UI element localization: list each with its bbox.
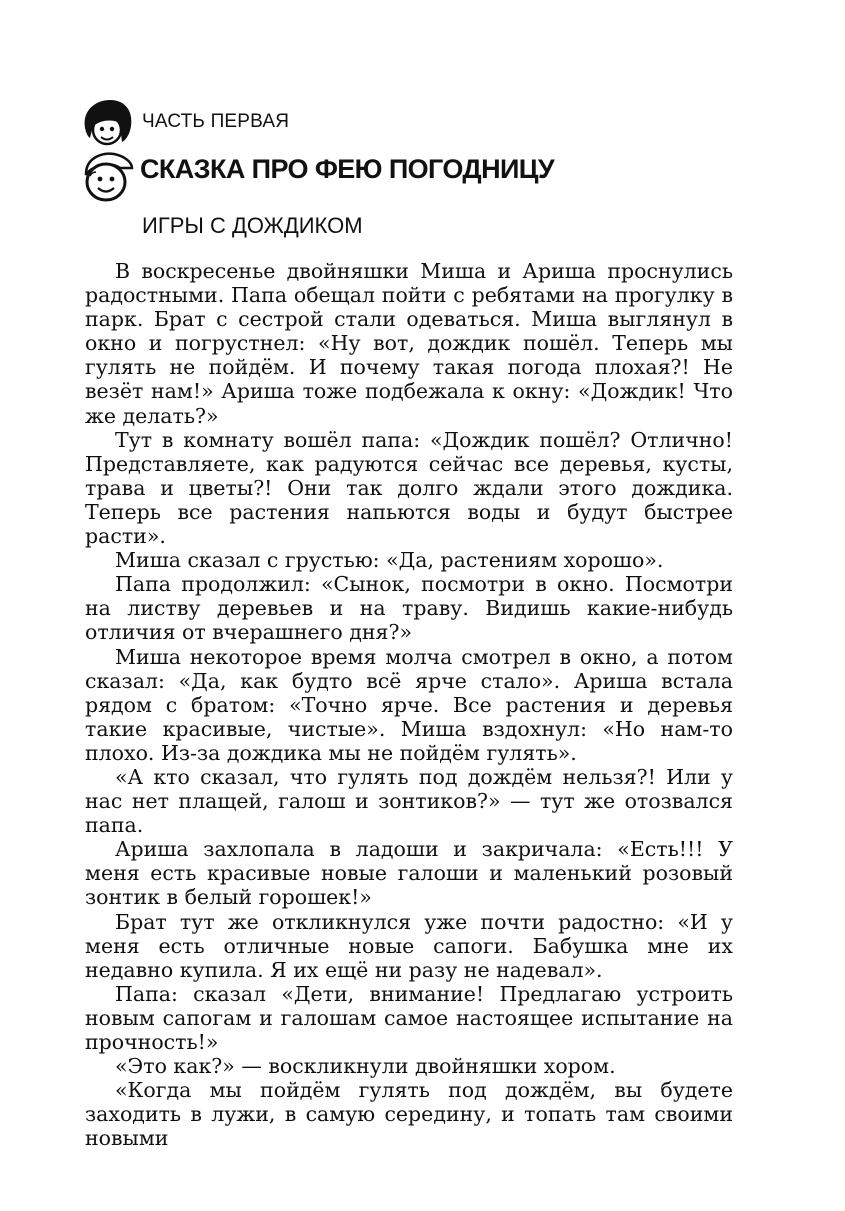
paragraph: В воскресенье двойняшки Миша и Ариша проснулись радостными. Папа обещал пойти с ребятами на прогулку в парк. Брат с сестрой стали одеваться. Миша выглянул в окно и погрустнел: «Ну вот, дождик пошёл. Теперь мы гулять не пойдём. И почему такая погода плохая?! Не везёт нам!» Ариша тоже подбежала к окну: «Дождик! Что же делать?» <box>85 259 733 428</box>
paragraph: Ариша захлопала в ладоши и закричала: «Есть!!! У меня есть красивые новые галоши и маленький розовый зонтик в белый горошек!» <box>85 837 733 910</box>
part-label: ЧАСТЬ ПЕРВАЯ <box>142 111 290 132</box>
paragraph: Миша сказал с грустью: «Да, растениям хорошо». <box>115 548 664 573</box>
boy-face-icon <box>80 148 134 204</box>
paragraph: «А кто сказал, что гулять под дождём нельзя?! Или у нас нет плащей, галош и зонтиков?» — тут же отозвался папа. <box>85 764 733 838</box>
story-text <box>85 259 733 1150</box>
chapter-title: СКАЗКА ПРО ФЕЮ ПОГОДНИЦУ <box>140 154 555 184</box>
section-title: ИГРЫ С ДОЖДИКОМ <box>142 213 363 238</box>
paragraph: Папа: сказал «Дети, внимание! Предлагаю устроить новым сапогам и галошам самое настоящее испытание на прочность!» <box>85 981 733 1054</box>
paragraph: «Когда мы пойдём гулять под дождём, вы будете заходить в лужи, в самую середину, и топать там своими новыми <box>85 1078 733 1151</box>
paragraph: Миша некоторое время молча смотрел в окно, а потом сказал: «Да, как будто всё ярче стало». Ариша встала рядом с братом: «Точно ярче. Все растения и деревья такие красивые, чистые». Миша вздохнул: «Но нам-то плохо. Из-за дождика мы не пойдём гулять». <box>85 644 733 765</box>
girl-face-icon <box>80 98 134 150</box>
paragraph: Папа продолжил: «Сынок, посмотри в окно. Посмотри на листву деревьев и на траву. Видишь какие-нибудь отличия от вчерашнего дня?» <box>85 572 733 645</box>
paragraph: Брат тут же откликнулся уже почти радостно: «И у меня есть отличные новые сапоги. Бабушка мне их недавно купила. Я их ещё ни разу не надевал». <box>85 909 733 982</box>
paragraph: «Это как?» — воскликнули двойняшки хором. <box>115 1054 616 1079</box>
paragraph: Тут в комнату вошёл папа: «Дождик пошёл? Отлично! Представляете, как радуются сейчас все деревья, кусты, трава и цветы?! Они так долго ждали этого дождика. Теперь все растения напьются воды и будут быстрее расти». <box>85 427 733 549</box>
